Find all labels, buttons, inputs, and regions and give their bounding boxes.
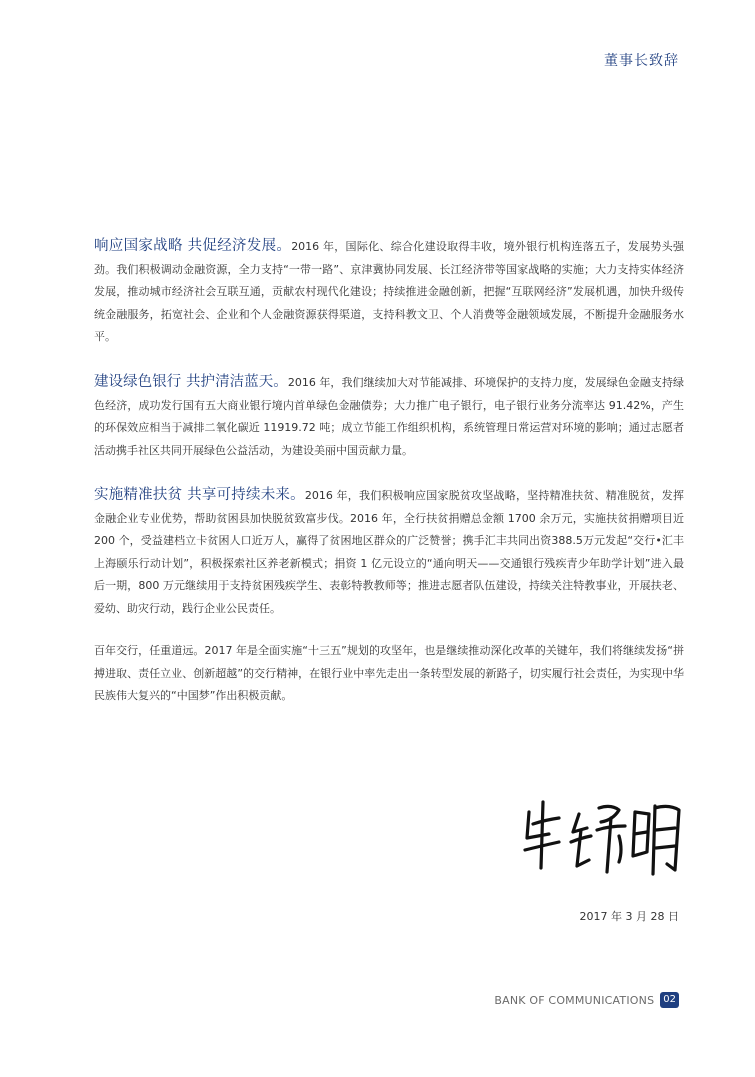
paragraph-body: 2016 年，我们积极响应国家脱贫攻坚战略，坚持精准扶贫、精准脱贫，发挥金融企业专业优势，帮助贫困县加快脱贫致富步伐。2016 年，全行扶贫捐赠总金额 1700 余万元，实施扶贫捐赠项目近 200 个，受益建档立卡贫困人口近万人，赢得了贫困地区群众的广泛赞誉；携手汇丰共同出资388.5万元发起“交行•汇丰上海颐乐行动计划”，积极探索社区养老新模式；捐资 1 亿元设立的“通向明天——交通银行残疾青少年助学计划”进入最后一期，800 万元继续用于支持贫困残疾学生、表彰特教教师等；推进志愿者队伍建设，持续关注特教事业，开展扶老、爱幼、助灾行动，践行企业公民责任。 xyxy=(94,489,684,615)
page-section-title: 董事长致辞 xyxy=(604,53,679,69)
paragraph-poverty-alleviation xyxy=(94,484,684,620)
paragraph-lead: 实施精准扶贫 共享可持续未来。 xyxy=(94,487,305,503)
paragraph-body: 百年交行，任重道远。2017 年是全面实施“十三五”规划的攻坚年，也是继续推动深化改革的关键年，我们将继续发扬“拼搏进取、责任立业、创新超越”的交行精神，在银行业中率先走出一条转型发展的新路子，切实履行社会责任，为实现中华民族伟大复兴的“中国梦”作出积极贡献。 xyxy=(94,644,684,702)
paragraph-closing xyxy=(94,640,684,708)
chairman-signature xyxy=(515,790,690,880)
page-number-badge: 02 xyxy=(660,992,679,1008)
page-footer xyxy=(494,992,679,1008)
paragraph-green-bank xyxy=(94,371,684,462)
paragraph-body: 2016 年，国际化、综合化建设取得丰收，境外银行机构连落五子，发展势头强劲。我们积极调动金融资源，全力支持“一带一路”、京津冀协同发展、长江经济带等国家战略的实施；大力支持实体经济发展，推动城市经济社会互联互通，贡献农村现代化建设；持续推进金融创新，把握“互联网经济”发展机遇，加快升级传统金融服务，拓宽社会、企业和个人金融资源获得渠道，支持科教文卫、个人消费等金融领域发展，不断提升金融服务水平。 xyxy=(94,240,684,343)
footer-brand: BANK OF COMMUNICATIONS xyxy=(494,993,655,1007)
paragraph-lead: 建设绿色银行 共护清洁蓝天。 xyxy=(94,374,288,390)
paragraph-national-strategy xyxy=(94,235,684,349)
paragraph-lead: 响应国家战略 共促经济发展。 xyxy=(94,238,292,254)
paragraph-body: 2016 年，我们继续加大对节能减排、环境保护的支持力度，发展绿色金融支持绿色经济，成功发行国有五大商业银行境内首单绿色金融债券；大力推广电子银行，电子银行业务分流率达 91.42%，产生的环保效应相当于减排二氧化碳近 11919.72 吨；成立节能工作组织机构，系统管理日常运营对环境的影响；通过志愿者活动携手社区共同开展绿色公益活动，为建设美丽中国贡献力量。 xyxy=(94,376,684,457)
signature-date: 2017 年 3 月 28 日 xyxy=(579,910,679,923)
